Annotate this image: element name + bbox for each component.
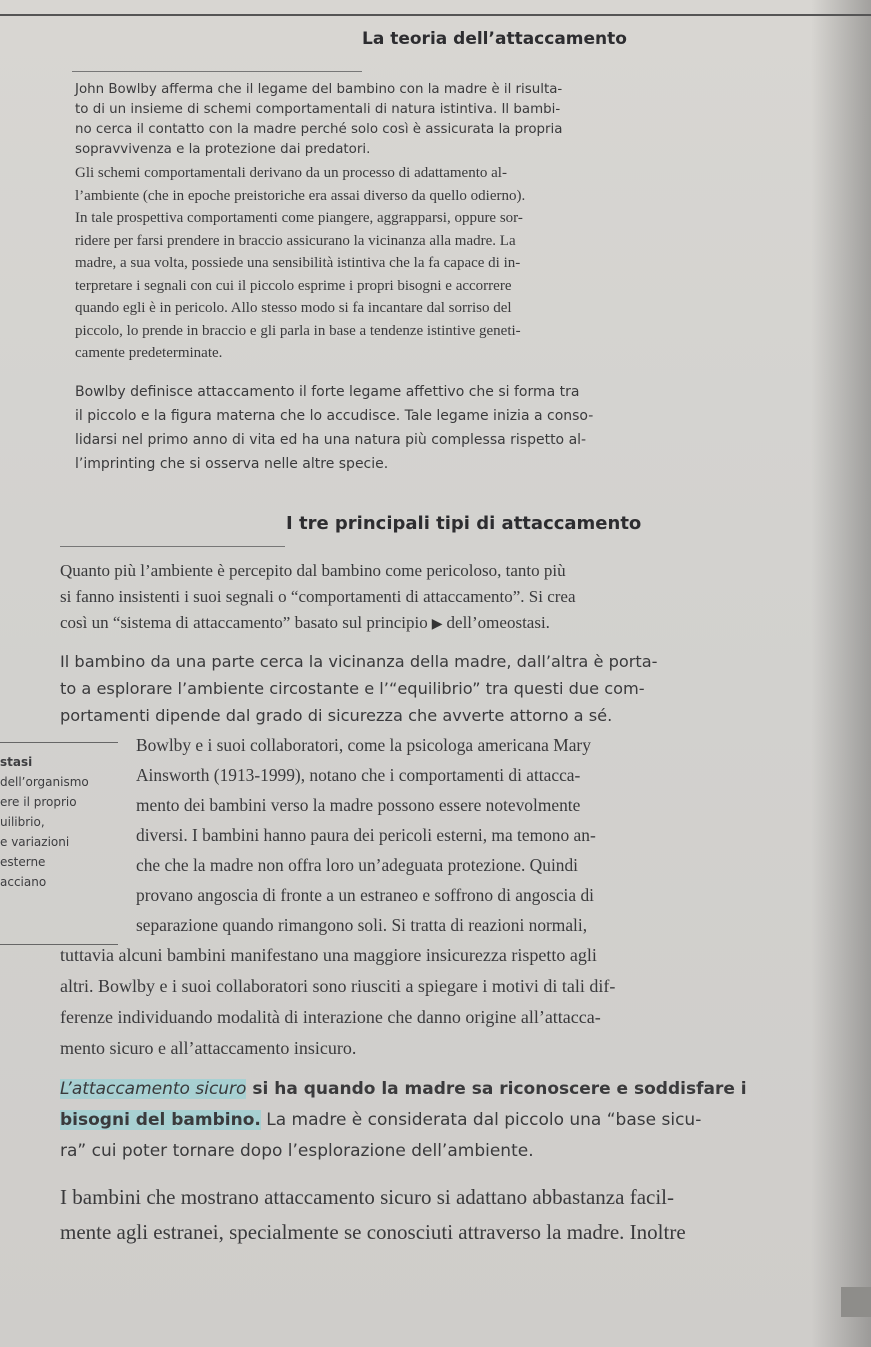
text-line: portamenti dipende dal grado di sicurezza che avverte attorno a sé. (60, 706, 613, 725)
paragraph-ambiente (60, 558, 576, 638)
text-line: ridere per farsi prendere in braccio assicurano la vicinanza alla madre. La (75, 232, 516, 249)
glossary-line: esterne (0, 855, 46, 869)
text-line-omeostasi (60, 610, 576, 638)
text-line: Ainsworth (1913-1999), notano che i comportamenti di attacca- (136, 765, 581, 785)
section-heading-teoria: La teoria dell’attaccamento (362, 29, 627, 49)
right-triangle-arrow-icon: ▶ (431, 617, 443, 632)
text-line: Gli schemi comportamentali derivano da un processo di adattamento al- (75, 165, 507, 181)
text-line: no cerca il contatto con la madre perché solo così è assicurata la propria (75, 122, 563, 137)
paragraph-sicuro (60, 1074, 747, 1167)
paragraph-adattamento (60, 1180, 686, 1250)
glossary-line: dell’organismo (0, 775, 89, 789)
text-line: diversi. I bambini hanno paura dei pericoli esterni, ma temono an- (136, 825, 596, 845)
glossary-line: ere il proprio (0, 795, 77, 809)
glossary-line: uilibrio, (0, 815, 45, 829)
text-line: si fanno insistenti i suoi segnali o “comportamenti di attaccamento”. Si crea (60, 587, 576, 606)
text-line: camente predeterminate. (75, 345, 223, 361)
text-line: il piccolo e la figura materna che lo accudisce. Tale legame inizia a conso- (75, 408, 594, 424)
text-line: l’imprinting che si osserva nelle altre specie. (75, 456, 389, 472)
paragraph-definizione (75, 380, 593, 476)
text-line: ra” cui poter tornare dopo l’esplorazione dell’ambiente. (60, 1141, 534, 1161)
glossary-line: e variazioni (0, 835, 70, 849)
text-fragment: così un “sistema di attaccamento” basato sul principio (60, 613, 428, 632)
text-fragment: La madre è considerata dal piccolo una “base sicu- (260, 1110, 702, 1130)
paragraph-ainsworth (136, 730, 596, 940)
text-line (60, 1105, 747, 1136)
text-line: quando egli è in pericolo. Allo stesso modo si fa incantare dal sorriso del (75, 300, 512, 316)
top-rule (0, 14, 871, 16)
page-corner-shadow (841, 1287, 871, 1317)
text-line: Il bambino da una parte cerca la vicinanza della madre, dall’altra è porta- (60, 652, 658, 671)
text-line: separazione quando rimangono soli. Si tratta di reazioni normali, (136, 915, 588, 935)
text-line: sopravvivenza e la protezione dai predatori. (75, 142, 371, 157)
text-line: altri. Bowlby e i suoi collaboratori sono riusciti a spiegare i motivi di tali dif- (60, 976, 616, 996)
heading-rule (60, 546, 285, 547)
highlighted-text: bisogni del bambino. (60, 1110, 261, 1130)
text-line: to a esplorare l’ambiente circostante e l’“equilibrio” tra questi due com- (60, 679, 645, 698)
text-line: tuttavia alcuni bambini manifestano una maggiore insicurezza rispetto agli (60, 945, 597, 965)
text-line: mento sicuro e all’attaccamento insicuro. (60, 1038, 357, 1058)
paragraph-equilibrio (60, 648, 658, 729)
text-line: I bambini che mostrano attaccamento sicuro si adattano abbastanza facil- (60, 1185, 674, 1209)
text-line: John Bowlby afferma che il legame del bambino con la madre è il risulta- (75, 82, 563, 97)
text-line: terpretare i segnali con cui il piccolo esprime i propri bisogni e accorrere (75, 277, 512, 294)
text-line: l’ambiente (che in epoche preistoriche era assai diverso da quello odierno). (75, 187, 526, 204)
margin-glossary-note (0, 752, 120, 892)
text-line: Quanto più l’ambiente è percepito dal bambino come pericoloso, tanto più (60, 561, 566, 580)
text-line: mente agli estranei, specialmente se conosciuti attraverso la madre. Inoltre (60, 1220, 686, 1244)
text-line: ferenze individuando modalità di interazione che danno origine all’attacca- (60, 1007, 601, 1027)
paragraph-schemi (75, 162, 525, 365)
section-heading-tipi: I tre principali tipi di attaccamento (286, 513, 642, 534)
text-line: piccolo, lo prende in braccio e gli parla in base a tendenze istintive geneti- (75, 322, 521, 339)
glossary-link-omeostasi[interactable]: dell’omeostasi. (446, 613, 550, 632)
glossary-term: stasi (0, 755, 33, 769)
text-line: Bowlby e i suoi collaboratori, come la psicologa americana Mary (136, 735, 591, 755)
text-line: lidarsi nel primo anno di vita ed ha una natura più complessa rispetto al- (75, 432, 587, 448)
text-line: Bowlby definisce attaccamento il forte legame affettivo che si forma tra (75, 384, 580, 400)
text-line: che che la madre non offra loro un’adeguata protezione. Quindi (136, 855, 578, 875)
paragraph-intro (75, 80, 562, 160)
heading-rule (72, 71, 362, 72)
margin-rule (0, 742, 118, 743)
text-fragment: si ha quando la madre sa riconoscere e soddisfare i (246, 1079, 747, 1099)
page-shadow (811, 0, 871, 1347)
text-line: provano angoscia di fronte a un estraneo e soffrono di angoscia di (136, 885, 594, 905)
text-line: madre, a sua volta, possiede una sensibilità istintiva che la fa capace di in- (75, 255, 521, 271)
paragraph-insicurezza (60, 940, 615, 1064)
text-line: to di un insieme di schemi comportamentali di natura istintiva. Il bambi- (75, 102, 561, 117)
text-line: In tale prospettiva comportamenti come piangere, aggrapparsi, oppure sor- (75, 210, 523, 226)
text-line (60, 1074, 747, 1105)
text-line: mento dei bambini verso la madre possono essere notevolmente (136, 795, 581, 815)
key-term-attaccamento-sicuro: L’attaccamento sicuro (60, 1079, 247, 1099)
glossary-line: acciano (0, 875, 47, 889)
